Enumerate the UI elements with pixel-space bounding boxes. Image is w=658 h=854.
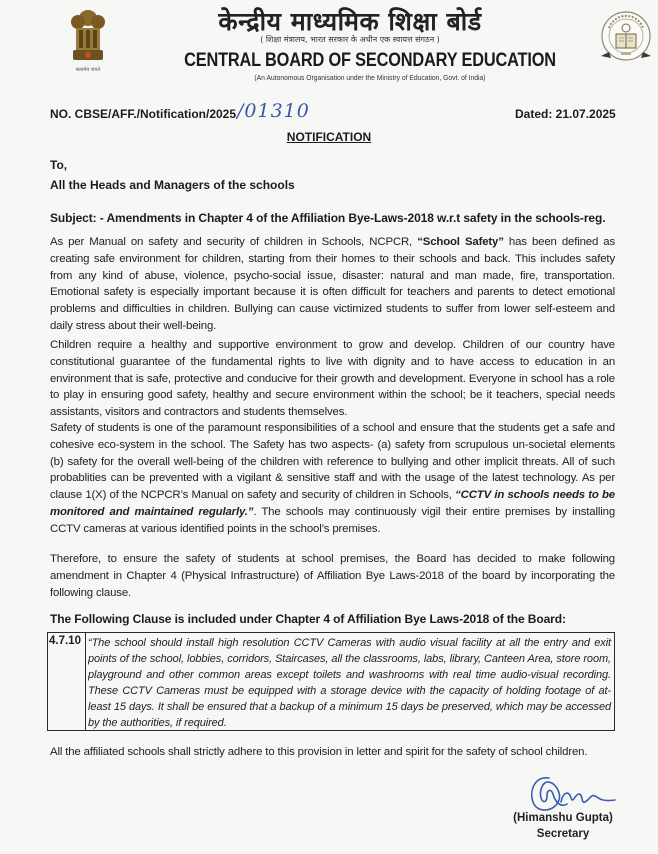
reference-number: NO. CBSE/AFF./Notification/2025 [50,107,237,121]
signature-icon [525,772,625,816]
paragraph-school-safety-definition [50,234,615,335]
paragraph-text: As per Manual on safety and security of children in Schools, NCPCR, [50,236,418,248]
english-subtitle: (An Autonomous Organisation under the Ministry of Education, Govt. of India) [254,73,486,82]
national-emblem-icon [62,4,114,76]
clause-heading: The Following Clause is included under Chapter 4 of Affiliation Bye Laws-2018 of the Board: [50,612,566,626]
signatory-name: (Himanshu Gupta) [513,812,613,824]
handwritten-reference-number: /01310 [237,100,310,122]
english-title: CENTRAL BOARD OF SECONDARY EDUCATION [184,50,556,71]
hindi-subtitle: ( शिक्षा मंत्रालय, भारत सरकार के अधीन एक स्वायत्त संगठन ) [260,35,440,44]
paragraph-text: Safety of students is one of the paramount responsibilities of a school and ensure that the students get a safe and cohesive eco-system in the school. The Safety has two aspects- (a) safety from scrupulous un-societal elements (b) safety for the overall well-being of the children with reference to bullying and other implicit threats. All of such probablities can be prevented with a vigilant & sensitive staff and with the usage of the latest technology. As per clause 1(X) of the NCPCR’s Manual on safety and security of children in Schools, [50,422,615,502]
clause-text: “The school should install high resolution CCTV Cameras with audio visual facility at all the entry and exit points of the school, lobbies, corridors, Staircases, all the classrooms, labs, library, Canteen Area, store room, playground and other common areas except toilets and washrooms with real time audio-visual recording. These CCTV Cameras must be equipped with a storage device with the capacity of holding footage of at-least 15 days. It shall be ensured that a backup of a minimum 15 days be preserved, which may be accessed by the authorities, if required. [88,637,611,729]
notification-date: Dated: 21.07.2025 [515,107,616,121]
recipient-to: To, [50,158,68,172]
paragraph-text: has been defined as creating safe environment for children, starting from their homes to their schools and back. This includes safety from any kind of abuse, violence, psycho-social issue, disaster: natural and man made, fire, transportation. Emotional safety is especially important because it is often difficult for teachers and parents to detect emotional problems and difficulties in children. Bullying can cause victimized students to suffer from lower self-esteem and daily stress about their well-being. [50,236,616,332]
clause-table [47,632,615,731]
recipient-addressee: All the Heads and Managers of the schools [50,178,295,192]
school-safety-term: “School Safety” [417,236,504,248]
clause-number: 4.7.10 [48,633,86,730]
cctv-quote: “CCTV in schools needs to be monitored and maintained regularly.” [50,489,615,518]
subject-line: Subject: - Amendments in Chapter 4 of the Affiliation Bye-Laws-2018 w.r.t safety in the schools-reg. [50,211,606,225]
signatory-designation: Secretary [536,828,590,840]
paragraph-student-safety [50,420,615,538]
paragraph-children-environment: Children require a healthy and supportive environment to grow and develop. Children of our country have constitutional guarantee of the fundamental rights to live with dignity and to have access to education in an environment that is safe, protective and conducive for their growth and development. Everyone in school has a role to play in ensuring good safety, healthy and secure environment within the school; be it teachers, special needs assistants, visitors and contractors and students themselves. [50,339,615,419]
paragraph-text: . The schools may continuously vigil their entire premises by installing CCTV cameras at various identified points in the school’s premises. [50,505,616,535]
cbse-logo-icon [597,6,655,76]
notification-title: NOTIFICATION [286,130,372,144]
svg-text:सत्यमेव जयते: सत्यमेव जयते [75,67,101,73]
paragraph-adherence: All the affiliated schools shall strictly adhere to this provision in letter and spirit for the safety of school children. [50,746,588,758]
hindi-title: केन्द्रीय माध्यमिक शिक्षा बोर्ड [218,7,482,36]
paragraph-amendment-decision: Therefore, to ensure the safety of students at school premises, the Board has decided to make following amendment in Chapter 4 (Physical Infrastructure) of Affiliation Bye Laws-2018 of the board by incorporating the following clause. [50,553,615,599]
